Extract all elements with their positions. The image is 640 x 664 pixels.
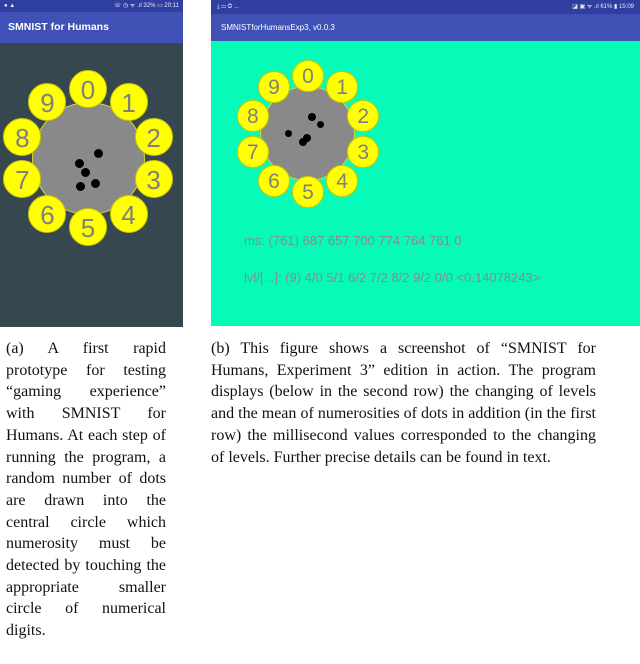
milliseconds-readout: ms: (761) 687 657 700 774 764 761 0 [244,233,462,248]
digit-button-2[interactable]: 2 [347,100,379,132]
figure-panel-b-screenshot [211,0,640,326]
caption-a [6,338,166,642]
caption-b-text: (b) This figure shows a screenshot of “SMNIST for Humans, Experiment 3” edition in action. The program displays (below in the second row) the changing of levels and the mean of numerosities of dots in addition (in the first row) the millisecond values corresponded to the changing of levels. Further precise details can be found in text. [211,340,596,466]
caption-b [211,338,596,468]
digit-button-4[interactable]: 4 [326,165,358,197]
status-bar [0,0,183,12]
digit-button-8[interactable]: 8 [237,100,269,132]
digit-button-4[interactable]: 4 [110,195,148,233]
level-readout: lvl/[...]: (9) 4/0 5/1 6/2 7/2 8/2 9/2 0/0 <0.14078243> [244,270,541,285]
caption-a-text: (a) A first rapid prototype for testing “gaming experience” with SMNIST for Humans. At each step of running the program, a random number of dots are drawn into the central circle which numerosity must be detected by touching the appropriate smaller circle of numerical digits. [6,340,166,640]
digit-button-9[interactable]: 9 [28,83,66,121]
digit-button-5[interactable]: 5 [69,208,107,246]
digit-button-3[interactable]: 3 [347,136,379,168]
dot [91,179,100,188]
digit-button-1[interactable]: 1 [326,71,358,103]
app-title: SMNIST for Humans [8,21,109,33]
game-area [0,43,183,327]
digit-dial [0,43,183,327]
status-bar [211,0,640,14]
system-status-icons: ◪ ▣ ᯤ .ıl 61% ▮ 15:09 [572,4,634,10]
digit-button-2[interactable]: 2 [135,118,173,156]
dot [317,121,324,128]
dot [308,113,316,121]
app-bar [211,14,640,41]
digit-button-6[interactable]: 6 [28,195,66,233]
digit-button-5[interactable]: 5 [292,176,324,208]
digit-button-9[interactable]: 9 [258,71,290,103]
digit-button-7[interactable]: 7 [3,160,41,198]
figure-panel-a-screenshot [0,0,183,327]
app-title: SMNISTforHumansExp3, v0.0.3 [221,23,335,32]
digit-button-8[interactable]: 8 [3,118,41,156]
digit-button-0[interactable]: 0 [69,70,107,108]
dot [76,182,85,191]
dot [75,159,84,168]
digit-button-1[interactable]: 1 [110,83,148,121]
digit-button-0[interactable]: 0 [292,60,324,92]
dot [285,130,292,137]
dot [81,168,90,177]
digit-button-6[interactable]: 6 [258,165,290,197]
digit-dial [211,41,411,211]
notification-icons: ● ▲ [4,3,16,9]
game-area [211,41,640,326]
digit-button-3[interactable]: 3 [135,160,173,198]
digit-button-7[interactable]: 7 [237,136,269,168]
notification-icons: ⤓ ▭ ◎ ... [217,4,239,10]
app-bar [0,12,183,43]
dot [299,138,307,146]
dot [94,149,103,158]
system-status-icons: ☏ ◷ ᯤ .ıl 32% ▭ 20:11 [113,3,179,9]
